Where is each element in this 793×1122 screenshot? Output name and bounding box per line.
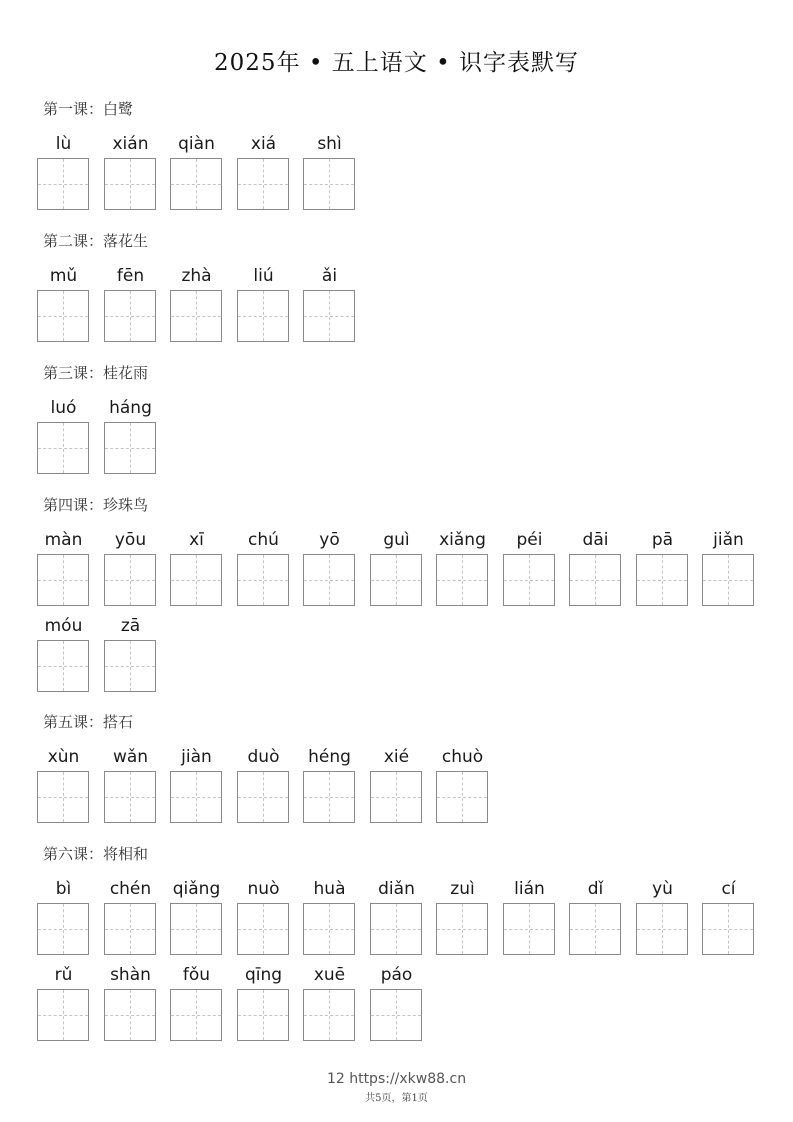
tianzige-writing-box[interactable] — [237, 771, 289, 823]
char-cell — [569, 878, 622, 900]
tianzige-writing-box[interactable] — [37, 554, 89, 606]
grid-horizontal-guide — [637, 580, 687, 581]
tianzige-writing-box[interactable] — [104, 989, 156, 1041]
tianzige-writing-box[interactable] — [37, 771, 89, 823]
char-cell — [104, 746, 157, 768]
tianzige-writing-box[interactable] — [37, 903, 89, 955]
grid-horizontal-guide — [105, 797, 155, 798]
char-cell — [104, 615, 157, 637]
pinyin-label: qiǎng — [172, 879, 221, 899]
tianzige-writing-box[interactable] — [370, 903, 422, 955]
char-cell — [237, 878, 290, 900]
pinyin-label: bì — [55, 879, 72, 899]
grid-horizontal-guide — [171, 1015, 221, 1016]
lesson-title: 第一课：白鹭 — [43, 100, 134, 118]
grid-horizontal-guide — [703, 929, 753, 930]
grid-horizontal-guide — [105, 184, 155, 185]
pinyin-label: páo — [380, 965, 413, 985]
pinyin-label: zā — [120, 616, 141, 636]
grid-horizontal-guide — [637, 929, 687, 930]
pinyin-label: diǎn — [378, 879, 415, 899]
pinyin-label: dǐ — [587, 879, 604, 899]
grid-horizontal-guide — [371, 580, 421, 581]
pinyin-label: xiá — [250, 134, 277, 154]
grid-horizontal-guide — [504, 929, 554, 930]
tianzige-writing-box[interactable] — [37, 989, 89, 1041]
pinyin-label: yù — [652, 879, 673, 899]
char-cell — [37, 397, 90, 419]
char-cell — [370, 964, 423, 986]
pinyin-label: háng — [109, 398, 152, 418]
grid-horizontal-guide — [38, 666, 88, 667]
char-cell — [104, 964, 157, 986]
lesson-title: 第四课：珍珠鸟 — [43, 496, 149, 514]
pinyin-label: yō — [319, 530, 340, 550]
pinyin-label: zhà — [181, 266, 212, 286]
footer-page-number: 共5页，第1页 — [365, 1093, 428, 1104]
grid-horizontal-guide — [105, 448, 155, 449]
char-cell — [37, 746, 90, 768]
char-cell — [702, 878, 755, 900]
tianzige-writing-box[interactable] — [237, 903, 289, 955]
tianzige-writing-box[interactable] — [370, 989, 422, 1041]
pinyin-label: fǒu — [182, 965, 211, 985]
char-cell — [303, 265, 356, 287]
pinyin-label: jiàn — [181, 747, 212, 767]
tianzige-writing-box[interactable] — [104, 903, 156, 955]
pinyin-label: shì — [317, 134, 342, 154]
grid-horizontal-guide — [105, 929, 155, 930]
char-cell — [370, 746, 423, 768]
char-cell — [104, 133, 157, 155]
pinyin-label: nuò — [247, 879, 280, 899]
grid-horizontal-guide — [437, 580, 487, 581]
grid-horizontal-guide — [570, 929, 620, 930]
tianzige-writing-box[interactable] — [569, 554, 621, 606]
char-cell — [303, 878, 356, 900]
pinyin-label: chén — [109, 879, 152, 899]
char-cell — [237, 265, 290, 287]
grid-horizontal-guide — [238, 316, 288, 317]
grid-horizontal-guide — [304, 929, 354, 930]
pinyin-label: péi — [516, 530, 543, 550]
pinyin-label: héng — [308, 747, 351, 767]
tianzige-writing-box[interactable] — [170, 158, 222, 210]
tianzige-writing-box[interactable] — [702, 903, 754, 955]
tianzige-writing-box[interactable] — [104, 771, 156, 823]
pinyin-label: qīng — [244, 965, 283, 985]
grid-horizontal-guide — [304, 316, 354, 317]
char-cell — [170, 133, 223, 155]
grid-horizontal-guide — [171, 316, 221, 317]
grid-horizontal-guide — [238, 580, 288, 581]
grid-horizontal-guide — [171, 929, 221, 930]
grid-horizontal-guide — [437, 929, 487, 930]
char-cell — [170, 265, 223, 287]
char-cell — [503, 529, 556, 551]
tianzige-writing-box[interactable] — [104, 422, 156, 474]
pinyin-label: lù — [55, 134, 72, 154]
char-cell — [303, 964, 356, 986]
tianzige-writing-box[interactable] — [37, 290, 89, 342]
grid-horizontal-guide — [703, 580, 753, 581]
pinyin-label: màn — [44, 530, 83, 550]
char-cell — [37, 265, 90, 287]
grid-horizontal-guide — [38, 1015, 88, 1016]
tianzige-writing-box[interactable] — [104, 158, 156, 210]
char-cell — [436, 878, 489, 900]
pinyin-label: xiǎng — [439, 530, 486, 550]
tianzige-writing-box[interactable] — [303, 771, 355, 823]
char-cell — [436, 746, 489, 768]
footer-url: 12 https://xkw88.cn — [326, 1071, 467, 1087]
char-cell — [237, 529, 290, 551]
grid-horizontal-guide — [304, 184, 354, 185]
grid-horizontal-guide — [171, 580, 221, 581]
grid-horizontal-guide — [38, 797, 88, 798]
tianzige-writing-box[interactable] — [436, 554, 488, 606]
pinyin-label: fēn — [116, 266, 145, 286]
char-cell — [503, 878, 556, 900]
char-cell — [569, 529, 622, 551]
tianzige-writing-box[interactable] — [237, 989, 289, 1041]
char-cell — [702, 529, 755, 551]
grid-horizontal-guide — [304, 797, 354, 798]
pinyin-label: huà — [313, 879, 346, 899]
char-cell — [37, 133, 90, 155]
tianzige-writing-box[interactable] — [237, 158, 289, 210]
char-cell — [636, 529, 689, 551]
char-cell — [104, 265, 157, 287]
pinyin-label: xùn — [47, 747, 80, 767]
pinyin-label: guì — [383, 530, 410, 550]
grid-horizontal-guide — [105, 580, 155, 581]
tianzige-writing-box[interactable] — [237, 290, 289, 342]
char-cell — [370, 878, 423, 900]
grid-horizontal-guide — [38, 184, 88, 185]
tianzige-writing-box[interactable] — [636, 903, 688, 955]
char-cell — [303, 746, 356, 768]
pinyin-label: liú — [253, 266, 274, 286]
grid-horizontal-guide — [304, 1015, 354, 1016]
tianzige-writing-box[interactable] — [702, 554, 754, 606]
lesson-title: 第二课：落花生 — [43, 232, 149, 250]
pinyin-label: luó — [50, 398, 77, 418]
grid-horizontal-guide — [371, 929, 421, 930]
pinyin-label: mǔ — [49, 266, 78, 286]
pinyin-label: xié — [383, 747, 410, 767]
tianzige-writing-box[interactable] — [37, 640, 89, 692]
tianzige-writing-box[interactable] — [303, 158, 355, 210]
pinyin-label: yōu — [114, 530, 147, 550]
tianzige-writing-box[interactable] — [37, 158, 89, 210]
pinyin-label: zuì — [450, 879, 475, 899]
pinyin-label: jiǎn — [713, 530, 744, 550]
pinyin-label: pā — [651, 530, 674, 550]
lesson-title: 第六课：将相和 — [43, 845, 149, 863]
tianzige-writing-box[interactable] — [37, 422, 89, 474]
grid-horizontal-guide — [105, 666, 155, 667]
char-cell — [636, 878, 689, 900]
char-cell — [170, 746, 223, 768]
char-cell — [237, 964, 290, 986]
tianzige-writing-box[interactable] — [436, 903, 488, 955]
lesson-title: 第五课：搭石 — [43, 713, 134, 731]
char-cell — [170, 529, 223, 551]
tianzige-writing-box[interactable] — [303, 554, 355, 606]
grid-horizontal-guide — [570, 580, 620, 581]
pinyin-label: chú — [248, 530, 279, 550]
char-cell — [303, 529, 356, 551]
grid-horizontal-guide — [38, 929, 88, 930]
char-cell — [37, 964, 90, 986]
tianzige-writing-box[interactable] — [104, 640, 156, 692]
char-cell — [237, 133, 290, 155]
tianzige-writing-box[interactable] — [303, 290, 355, 342]
char-cell — [37, 615, 90, 637]
pinyin-label: qiàn — [178, 134, 215, 154]
pinyin-label: cí — [721, 879, 736, 899]
grid-horizontal-guide — [238, 1015, 288, 1016]
grid-horizontal-guide — [371, 797, 421, 798]
grid-horizontal-guide — [238, 929, 288, 930]
char-cell — [37, 878, 90, 900]
tianzige-writing-box[interactable] — [170, 554, 222, 606]
pinyin-label: xián — [112, 134, 149, 154]
tianzige-writing-box[interactable] — [569, 903, 621, 955]
tianzige-writing-box[interactable] — [503, 903, 555, 955]
pinyin-label: shàn — [110, 965, 151, 985]
pinyin-label: ǎi — [321, 266, 338, 286]
pinyin-label: xī — [189, 530, 204, 550]
grid-horizontal-guide — [238, 184, 288, 185]
grid-horizontal-guide — [38, 316, 88, 317]
grid-horizontal-guide — [238, 797, 288, 798]
lesson-title: 第三课：桂花雨 — [43, 364, 149, 382]
char-cell — [170, 964, 223, 986]
grid-horizontal-guide — [504, 580, 554, 581]
grid-horizontal-guide — [171, 184, 221, 185]
char-cell — [104, 529, 157, 551]
char-cell — [436, 529, 489, 551]
grid-horizontal-guide — [105, 1015, 155, 1016]
char-cell — [170, 878, 223, 900]
char-cell — [37, 529, 90, 551]
char-cell — [237, 746, 290, 768]
char-cell — [104, 397, 157, 419]
pinyin-label: xuē — [313, 965, 346, 985]
grid-horizontal-guide — [171, 797, 221, 798]
pinyin-label: duò — [247, 747, 280, 767]
page-title: 2025年 • 五上语文 • 识字表默写 — [214, 50, 579, 76]
tianzige-writing-box[interactable] — [170, 771, 222, 823]
pinyin-label: chuò — [441, 747, 484, 767]
grid-horizontal-guide — [437, 797, 487, 798]
pinyin-label: wǎn — [112, 747, 149, 767]
grid-horizontal-guide — [38, 448, 88, 449]
tianzige-writing-box[interactable] — [436, 771, 488, 823]
grid-horizontal-guide — [304, 580, 354, 581]
tianzige-writing-box[interactable] — [636, 554, 688, 606]
tianzige-writing-box[interactable] — [237, 554, 289, 606]
grid-horizontal-guide — [105, 316, 155, 317]
tianzige-writing-box[interactable] — [170, 290, 222, 342]
char-cell — [104, 878, 157, 900]
grid-horizontal-guide — [371, 1015, 421, 1016]
tianzige-writing-box[interactable] — [503, 554, 555, 606]
tianzige-writing-box[interactable] — [170, 903, 222, 955]
tianzige-writing-box[interactable] — [303, 903, 355, 955]
pinyin-label: móu — [44, 616, 83, 636]
pinyin-label: lián — [514, 879, 545, 899]
tianzige-writing-box[interactable] — [370, 771, 422, 823]
tianzige-writing-box[interactable] — [104, 554, 156, 606]
char-cell — [370, 529, 423, 551]
tianzige-writing-box[interactable] — [170, 989, 222, 1041]
tianzige-writing-box[interactable] — [303, 989, 355, 1041]
tianzige-writing-box[interactable] — [370, 554, 422, 606]
pinyin-label: dāi — [582, 530, 609, 550]
char-cell — [303, 133, 356, 155]
tianzige-writing-box[interactable] — [104, 290, 156, 342]
grid-horizontal-guide — [38, 580, 88, 581]
pinyin-label: rǔ — [54, 965, 73, 985]
